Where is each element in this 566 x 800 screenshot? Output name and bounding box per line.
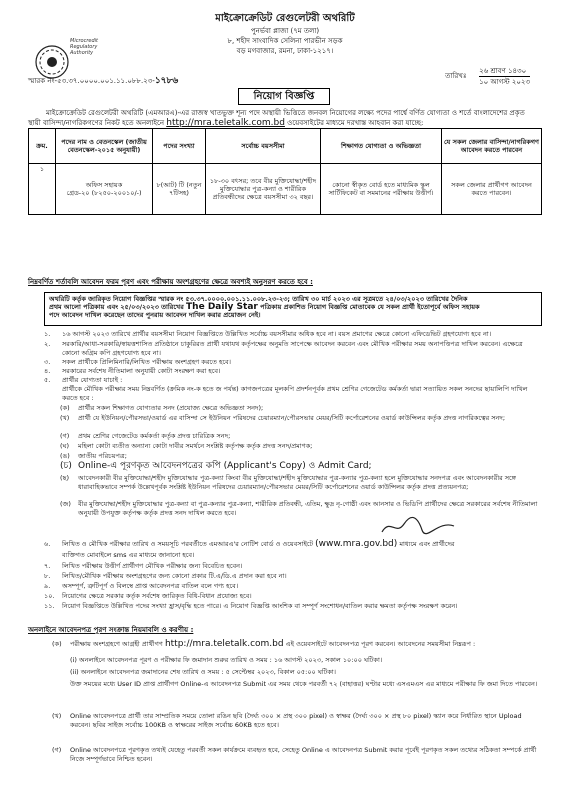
education: কোনো স্বীকৃত বোর্ড হতে মাধ্যমিক স্কুল সার্টিফিকেট বা সমমানের পরীক্ষায় উত্তীর্ণ। — [321, 164, 442, 215]
post-name: অফিস সহায়ক — [85, 181, 123, 189]
post-grade: গ্রেড-২০ (৮২৫০-২০০১০/-) — [66, 189, 142, 197]
address-line-2: বড় মগবাজার, রমনা, ঢাকা-১২১৭। — [236, 47, 334, 55]
signature-icon — [378, 514, 458, 538]
org-name: মাইক্রোক্রেডিট রেগুলেটরী অথরিটি — [215, 13, 355, 24]
teletalk-link[interactable]: http://mra.teletalk.com.bd — [166, 118, 285, 128]
online-item-iii: উক্ত সময়ের মধ্যে User ID প্রাপ্ত প্রার্থীগণ Online-এ আবেদনপত্র Submit এর সময় থেকে পরবর্তী ৭২ (বাহাত্তর) ঘণ্টার মধ্যে এসএমএস এর মাধ্যমে পরীক্ষার ফি জমা দিতে পারবেন। — [70, 680, 538, 688]
table-row: ১ অফিস সহায়ক গ্রেড-২০ (৮২৫০-২০০১০/-) ৮(আট) টি (নতুন ৭টিসহ) ১৮-৩০ বৎসর; তবে বীর মুক্তিযোদ্ধা/শহীদ মুক্তিযোদ্ধার পুত্র-কন্যা ও শারীরিক প্রতিবন্ধীদের ক্ষেত্রে বয়সসীমা ৩২ বছর। কোনো স্বীকৃত বোর্ড হতে মাধ্যমিক স্কুল সার্টিফিকেট বা সমমানের পরীক্ষায় উত্তীর্ণ। সকল জেলার প্রার্থীগণ আবেদন করতে পারবেন। — [29, 164, 542, 215]
th-districts: যে সকল জেলার বাসিন্দা/নাগরিকগণ আবেদন করতে পারবেন — [442, 129, 542, 164]
logo-text: Microcredit Regulatory Authority — [70, 38, 98, 56]
date-english: ১০ আগস্ট ২০২৩ — [479, 78, 530, 86]
notice-page: Microcredit Regulatory Authority মাইক্রোক্রেডিট রেগুলেটরী অথরিটি পুনর্ভবা প্লাজা (৭ম তলা) ৮, শহীদ সাংবাদিক সেলিনা পারভীন সড়ক বড় মগবাজার, রমনা, ঢাকা-১২১৭। স্মারক নং-৫৩.৩৭.০০০০.০০১.১১.০৮৮.২৩-১৭৮৬ তারিখঃ ২৬ শ্রাবণ ১৪৩০ ১০ আগস্ট ২০২৩ নিয়োগ বিজ্ঞপ্তি মাইক্রোক্রেডিট রেগুলেটরী অথরিটি (এমআরএ)-এর রাজস্ব খাতভুক্ত শূন্য পদে অস্থায়ী ভিত্তিতে জনবল নিয়োগের লক্ষ্যে পদের পার্শ্বে বর্ণিত যোগ্যতা ও শর্তে বাংলাদেশের প্রকৃত স্থায়ী বাসিন্দা/নাগরিকগণের নিকট হতে অনলাইনে http://mra.teletalk.com.bd ওয়েবসাইটের মাধ্যমে দরখাস্ত আহবান করা যাচ্ছে: ক্রম. পদের নাম ও বেতনস্কেল (জাতীয় বেতনস্কেল-২০১৫ অনুযায়ী) পদের সংখ্যা সর্বোচ্চ বয়সসীমা শিক্ষাগত যোগ্যতা ও অভিজ্ঞতা যে সকল জেলার বাসিন্দা/নাগরিকগণ আবেদন করতে পারবেন ১ অফিস সহায়ক গ্রেড-২০ (৮২৫০-২০০১০/-) ৮(আট) টি (নতুন ৭টিসহ) ১৮-৩০ বৎসর; তবে বীর মুক্তিযোদ্ধা/শহীদ মুক্তিযোদ্ধার পুত্র-কন্যা ও শারীরিক প্রতিবন্ধীদের ক্ষেত্রে বয়সসীমা ৩২ বছর। কোনো স্বীকৃত বোর্ড হতে মাধ্যমিক স্কুল সার্টিফিকেট বা সমমানের পরীক্ষায় উত্তীর্ণ। সকল জেলার প্রার্থীগণ আবেদন করতে পারবেন। নিম্নবর্ণিত শর্তাবলি আবেদন ফরম পূরণ এবং পরীক্ষায় অংশগ্রহণের ক্ষেত্রে অবশ্যই অনুসরণ করতে হবে : অথরিটি কর্তৃক জারিকৃত নিয়োগ বিজ্ঞপ্তির স্মারক নং ৫৩.৩৭.০০০০.০০১.১১.০০৮.২৩-২৩; তারিখ ৩০ মার্চ ২০২৩ এর সূত্রমতে ২৪/০৩/২০২৩ তারিখের দৈনিক প্রথম আলো পত্রিকায় এবং ২৫/০৩/২০২৩ তারিখের The Daily Star পত্রিকায় প্রকাশিত নিয়োগ বিজ্ঞপ্তি মোতাবেক যে সকল প্রার্থী ইতোপূর্বে অফিস সহায়ক পদে আবেদন দাখিল করেছেন তাদের পুনরায় আবেদন দাখিল করার প্রয়োজন নেই। ১. ১৬ আগস্ট ২০২৩ তারিখে প্রার্থীর বয়সসীমা নিয়োগ বিজ্ঞপ্তিতে উল্লিখিত সর্বোচ্চ বয়সসীমার অধিক হবে না। বয়স প্রমাণের ক্ষেত্রে কোনো এফিডেভিট গ্রহণযোগ্য হবে না। ২. সরকারি/আধা-সরকারি/স্বায়ত্তশাসিত প্রতিষ্ঠানে চাকুরিরত প্রার্থী যথাযথ কর্তৃপক্ষের অনুমতি সাপেক্ষে আবেদন করবেন এবং মৌখিক পরীক্ষার সময় অনাপত্তিপত্র দাখিল করবেন। এক্ষেত্রে কোনো অগ্রিম কপি গ্রহণযোগ্য হবে না। ৩. সকল প্রার্থীকে প্রিলিমিনারি/লিখিত পরীক্ষায় অংশগ্রহণ করতে হবে। ৪. সরকারের সর্বশেষ নীতিমালা অনুযায়ী কোটা সংরক্ষণ করা হবে। ৫. প্রার্থীর যোগ্যতা যাচাই : প্রার্থীকে মৌখিক পরীক্ষার সময় নিম্নবর্ণিত (ক্রমিক নং-ক হতে জ পর্যন্ত) কাগজপত্রের মূলকপি প্রদর্শনপূর্বক প্রথম শ্রেণির গেজেটেড কর্মকর্তা দ্বারা সত্যায়িত সকল সনদের ছায়ালিপি দাখিল করতে হবে : (ক) প্রার্থীর সকল শিক্ষাগত যোগ্যতার সনদ (প্রযোজ্য ক্ষেত্রে অভিজ্ঞতা সনদ); (খ) প্রার্থী যে ইউনিয়ন/পৌরসভা/ওয়ার্ড এর বাসিন্দা সে ইউনিয়ন পরিষদের চেয়ারম্যান/পৌরসভার মেয়র/সিটি কর্পোরেশনের ওয়ার্ড কাউন্সিলর কর্তৃক প্রদত্ত নাগরিকত্বের সনদ; (গ) প্রথম শ্রেণির গেজেটেড কর্মকর্তা কর্তৃক প্রদত্ত চারিত্রিক সনদ; (ঘ) মহিলা কোটা ব্যতীত অন্যান্য কোটা দাবীর সমর্থনে সংশ্লিষ্ট কর্তৃপক্ষ কর্তৃক প্রদত্ত সনদ/প্রমাণক; (ঙ) জাতীয় পরিচয়পত্র; (চ) Online-এ পূরণকৃত আবেদনপত্রের কপি (Applicant's Copy) ও Admit Card; (ছ) আবেদনকারী বীর মুক্তিযোদ্ধা/শহীদ মুক্তিযোদ্ধার পুত্র-কন্যা কিংবা বীর মুক্তিযোদ্ধা/শহীদ মুক্তিযোদ্ধার পুত্র-কন্যার পুত্র-কন্যা হলে মুক্তিযোদ্ধার সনদপত্র এবং আবেদনকারীর সঙ্গে ধারাবাহিকভাবে সম্পর্ক উল্লেখপূর্বক সংশ্লিষ্ট ইউনিয়ন পরিষদের চেয়ারম্যান/পৌরসভার মেয়র/সিটি কর্পোরেশনের ওয়ার্ড কাউন্সিলর কর্তৃক প্রদত্ত প্রত্যয়নপত্র; (জ) বীর মুক্তিযোদ্ধা/শহীদ মুক্তিযোদ্ধার পুত্র-কন্যা বা পুত্র-কন্যার পুত্র-কন্যা, শারীরিক প্রতিবন্ধী, এতিম, ক্ষুদ্র নৃ-গোষ্ঠী এবং আনসার ও ভিডিপি প্রার্থীদের ক্ষেত্রে সরকারের সর্বশেষ নীতিমালা অনুযায়ী উপযুক্ত কর্তৃপক্ষ কর্তৃক প্রদত্ত সনদ দাখিল করতে হবে। ৬. লিখিত ও মৌখিক পরীক্ষার তারিখ ও সময়সূচি পরবর্তীতে এমআরএ'র নোটিশ বোর্ড ও ওয়েবসাইটে (www.mra.gov.bd) মাধ্যমে এবং প্রার্থীদের ব্যক্তিগত মোবাইলে sms এর মাধ্যমে জানানো হবে। ৭. লিখিত পরীক্ষায় উত্তীর্ণ প্রার্থীগণ মৌখিক পরীক্ষার জন্য বিবেচিত হবেন। ৮. লিখিত/মৌখিক পরীক্ষায় অংশগ্রহণের জন্য কোনো প্রকার টি.এ/ডি.এ প্রদান করা হবে না। ৯. অসম্পূর্ণ, ত্রুটিপূর্ণ ও বিলম্বে প্রাপ্ত আবেদনপত্র বাতিল বলে গণ্য হবে। ১০. নিয়োগের ক্ষেত্রে সরকার কর্তৃক সর্বশেষ জারিকৃত বিধি-বিধান প্রযোজ্য হবে। ১১. নিয়োগ বিজ্ঞপ্তিতে উল্লিখিত পদের সংখ্যা হ্রাস/বৃদ্ধি হতে পারে। এ নিয়োগ বিজ্ঞপ্তি আংশিক বা সম্পূর্ণ সংশোধন/বাতিল করার ক্ষমতা কর্তৃপক্ষ সংরক্ষণ করেন। অনলাইনে আবেদনপত্র পূরণ সংক্রান্ত নিয়মাবলি ও করণীয় : (ক) পরীক্ষায় অংশগ্রহণে আগ্রহী প্রার্থীগণ http://mra.teletalk.com.bd এই ওয়েবসাইটে আবেদনপত্র পূরণ করবেন। আবেদনের সময়সীমা নিম্নরূপ : (i) অনলাইনে আবেদনপত্র পূরণ ও পরীক্ষার ফি জমাদান শুরুর তারিখ ও সময় : ১৬ আগস্ট ২০২৩, সকাল ১০:০০ ঘটিকা। (ii) অনলাইনে আবেদনপত্র জমাদানের শেষ তারিখ ও সময় : ৫ সেপ্টেম্বর ২০২৩, বিকাল ০৫:০০ ঘটিকা। উক্ত সময়ের মধ্যে User ID প্রাপ্ত প্রার্থীগণ Online-এ আবেদনপত্র Submit এর সময় থেকে পরবর্তী ৭২ (বাহাত্তর) ঘণ্টার মধ্যে এসএমএস এর মাধ্যমে পরীক্ষার ফি জমা দিতে পারবেন। (খ) Online আবেদনপত্রে প্রার্থী তার সাম্প্রতিক সময়ে তোলা রঙিন ছবি (দৈর্ঘ্য ৩০০ × প্রস্থ ৩০০ pixel) ও স্বাক্ষর (দৈর্ঘ্য ৩০০ × প্রস্থ ৮০ pixel) স্ক্যান করে নির্ধারিত স্থানে Upload করবেন। ছবির সাইজ সর্বোচ্চ 100KB ও স্বাক্ষরের সাইজ সর্বোচ্চ 60KB হতে হবে। (গ) Online আবেদনপত্রে পূরণকৃত তথ্যই যেহেতু পরবর্তী সকল কার্যক্রমে ব্যবহৃত হবে, সেহেতু Online এ আবেদনপত্র Submit করার পূর্বেই পূরণকৃত সকল তথ্যের সঠিকতা সম্পর্কে প্রার্থী নিজে সম্পূর্ণভাবে নিশ্চিত হবেন। — [0, 0, 566, 800]
th-age: সর্বোচ্চ বয়সসীমা — [206, 129, 321, 164]
teletalk-link-2[interactable]: http://mra.teletalk.com.bd — [164, 639, 284, 649]
letterhead — [140, 12, 430, 56]
memo-number: স্মারক নং-৫৩.৩৭.০০০০.০০১.১১.০৮৮.২৩-১৭৮৬ — [28, 76, 179, 86]
notice-box: অথরিটি কর্তৃক জারিকৃত নিয়োগ বিজ্ঞপ্তির স্মারক নং ৫৩.৩৭.০০০০.০০১.১১.০০৮.২৩-২৩; তারিখ ৩০ মার্চ ২০২৩ এর সূত্রমতে ২৪/০৩/২০২৩ তারিখের দৈনিক প্রথম আলো পত্রিকায় এবং ২৫/০৩/২০২৩ তারিখের The Daily Star পত্রিকায় প্রকাশিত নিয়োগ বিজ্ঞপ্তি মোতাবেক যে সকল প্রার্থী ইতোপূর্বে অফিস সহায়ক পদে আবেদন দাখিল করেছেন তাদের পুনরায় আবেদন দাখিল করার প্রয়োজন নেই। — [44, 292, 542, 326]
age-limit: ১৮-৩০ বৎসর; তবে বীর মুক্তিযোদ্ধা/শহীদ মুক্তিযোদ্ধার পুত্র-কন্যা ও শারীরিক প্রতিবন্ধীদের ক্ষেত্রে বয়সসীমা ৩২ বছর। — [206, 164, 321, 215]
post-count: ৮(আট) টি (নতুন ৭টিসহ) — [153, 164, 206, 215]
online-item-ii: (ii) অনলাইনে আবেদনপত্র জমাদানের শেষ তারিখ ও সময় : ৫ সেপ্টেম্বর ২০২৩, বিকাল ০৫:০০ ঘটিকা। — [70, 668, 337, 676]
online-item-i: (i) অনলাইনে আবেদনপত্র পূরণ ও পরীক্ষার ফি জমাদান শুরুর তারিখ ও সময় : ১৬ আগস্ট ২০২৩, সকাল ১০:০০ ঘটিকা। — [70, 656, 383, 664]
mra-website-link[interactable]: (www.mra.gov.bd) — [315, 539, 398, 549]
districts: সকল জেলার প্রার্থীগণ আবেদন করতে পারবেন। — [442, 164, 542, 215]
th-education: শিক্ষাগত যোগ্যতা ও অভিজ্ঞতা — [321, 129, 442, 164]
date-bangla: ২৬ শ্রাবণ ১৪৩০ — [479, 66, 530, 77]
online-heading: অনলাইনে আবেদনপত্র পূরণ সংক্রান্ত নিয়মাবলি ও করণীয় : — [28, 626, 194, 634]
building: পুনর্ভবা প্লাজা (৭ম তলা) — [250, 27, 320, 35]
vacancy-table — [28, 128, 542, 215]
address-line-1: ৮, শহীদ সাংবাদিক সেলিনা পারভীন সড়ক — [227, 37, 343, 45]
th-count: পদের সংখ্যা — [153, 129, 206, 164]
th-serial: ক্রম. — [29, 129, 56, 164]
th-post: পদের নাম ও বেতনস্কেল (জাতীয় বেতনস্কেল-২০১৫ অনুযায়ী) — [56, 129, 153, 164]
notice-title: নিয়োগ বিজ্ঞপ্তি — [238, 88, 330, 105]
conditions-heading: নিম্নবর্ণিত শর্তাবলি আবেদন ফরম পূরণ এবং পরীক্ষায় অংশগ্রহণের ক্ষেত্রে অবশ্যই অনুসরণ করতে হবে : — [28, 278, 313, 286]
date-block: তারিখঃ ২৬ শ্রাবণ ১৪৩০ ১০ আগস্ট ২০২৩ — [445, 67, 530, 86]
intro-paragraph: মাইক্রোক্রেডিট রেগুলেটরী অথরিটি (এমআরএ)-এর রাজস্ব খাতভুক্ত শূন্য পদে অস্থায়ী ভিত্তিতে জনবল নিয়োগের লক্ষ্যে পদের পার্শ্বে বর্ণিত যোগ্যতা ও শর্তে বাংলাদেশের প্রকৃত স্থায়ী বাসিন্দা/নাগরিকগণের নিকট হতে অনলাইনে http://mra.teletalk.com.bd ওয়েবসাইটের মাধ্যমে দরখাস্ত আহবান করা যাচ্ছে: — [28, 109, 525, 128]
